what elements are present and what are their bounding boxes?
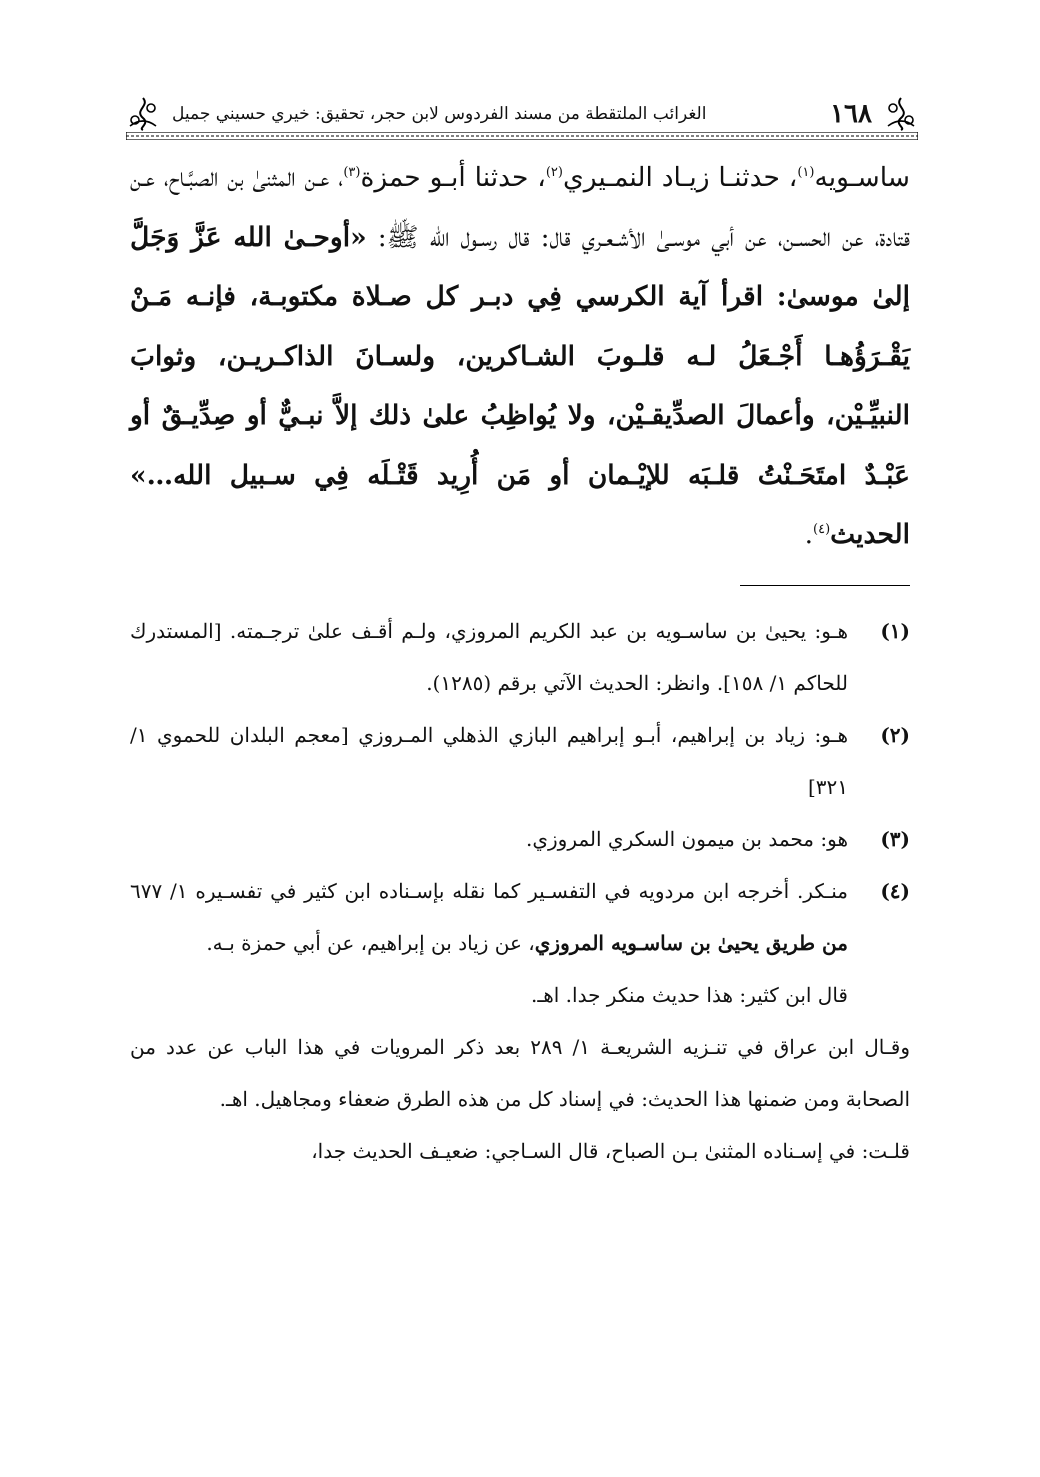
footnote-number: (٣) bbox=[880, 827, 910, 851]
text-segment: ساسـويه bbox=[814, 162, 911, 193]
running-title: الغرائب الملتقطة من مسند الفردوس لابن حجر، تحقيق: خيري حسيني جميل bbox=[172, 104, 707, 124]
main-text bbox=[130, 148, 910, 565]
footnotes bbox=[130, 605, 910, 1177]
page-header bbox=[126, 96, 918, 132]
page-number: ١٦٨ bbox=[830, 99, 872, 129]
text-segment: الحديث bbox=[830, 519, 910, 550]
footnote-ref: (٣) bbox=[343, 165, 361, 181]
footnote-continuation: قال ابن كثير: هذا حديث منكر جدا. اهـ. bbox=[531, 983, 848, 1007]
footnote-text: هو: محمد بن ميمون السكري المروزي. bbox=[525, 827, 848, 851]
footnote-ref: (١) bbox=[797, 165, 815, 181]
text-segment: . bbox=[804, 519, 813, 550]
footnote-continuation: وقـال ابن عراق في تنـزيه الشريعـة ١/ ٢٨٩ بعد ذكر المرويات في هذا الباب عن عدد من الصحابة ومن ضمنها هذا الحديث: في إسناد كل من هذه الطرق ضعفاء ومجاهيل. اهـ. bbox=[130, 1035, 910, 1111]
footnote-number: (١) bbox=[880, 619, 910, 643]
text-segment: منـكر. أخرجه ابن مردويه في التفسـير كما نقله بإسـناده ابن كثير في تفسـيره ١/ ٦٧٧ bbox=[130, 879, 848, 903]
footnote-separator bbox=[740, 585, 910, 586]
footnote-2 bbox=[130, 709, 910, 813]
footnote-4 bbox=[130, 865, 910, 969]
footnote-text: هـو: زياد بن إبراهيم، أبـو إبراهيم البازي الذهلي المـروزي [معجم البلدان للحموي ١/ ٣٢١] bbox=[130, 723, 848, 799]
hadith-text: «أوحـىٰ الله عَزَّ وَجَلَّ إلىٰ موسىٰ: اقرأ آية الكرسي فِي دبـر كل صـلاة مكتوبـة، فإنـه مَـنْ يَقْـرَؤُهـا أَجْـعَلُ لـه قلـوبَ الشـاكرين، ولسـانَ الذاكـريـن، وثوابَ النبيِّـيْن، وأعمالَ الصدِّيقـيْن، ولا يُواظِبُ علىٰ ذلك إلاَّ نبـيٌّ أو صِدِّيـقٌ أو عَبْـدٌ امتَحَـنْتُ قلـبَه للإيْـمان أو مَن أُرِيد قَتْـلَه فِي سـبيل الله…» bbox=[130, 221, 910, 491]
text-segment: ، عـن المثنىٰ بن الصبَّـاح، عـن قتادة، عن الحسـن، عن أبي موسـىٰ الأشـعـري قال: قال رسـول الله ﷺ: bbox=[130, 162, 910, 253]
footnote-1 bbox=[130, 605, 910, 709]
footnote-ref: (٤) bbox=[813, 522, 831, 538]
footnote-number: (٤) bbox=[880, 879, 910, 903]
text-segment: من طريق يحيىٰ بن ساسـويه المروزي bbox=[534, 931, 848, 955]
footnote-text bbox=[130, 865, 848, 969]
footnote-ref: (٢) bbox=[545, 165, 563, 181]
floral-ornament-icon bbox=[126, 96, 160, 132]
text-segment: ، عن زياد بن إبراهيم، عن أبي حمزة بـه. bbox=[206, 931, 535, 955]
floral-ornament-icon bbox=[884, 96, 918, 132]
text-segment: ، حدثنا أبـو حمزة bbox=[360, 162, 546, 193]
header-rule bbox=[126, 132, 918, 140]
text-segment: ، حدثنـا زيـاد النمـيري bbox=[562, 162, 798, 193]
footnote-continuation: قلـت: في إسـناده المثنىٰ بـن الصباح، قال السـاجي: ضعيـف الحديث جدا، bbox=[311, 1139, 910, 1163]
footnote-number: (٢) bbox=[880, 723, 910, 747]
footnote-text: هـو: يحيىٰ بن ساسـويه بن عبد الكريم المروزي، ولـم أقـف علىٰ ترجـمته. [المستدرك للحاكم ١/ ١٥٨]. وانظر: الحديث الآتي برقم (١٢٨٥). bbox=[130, 619, 848, 695]
footnote-3 bbox=[130, 813, 910, 865]
